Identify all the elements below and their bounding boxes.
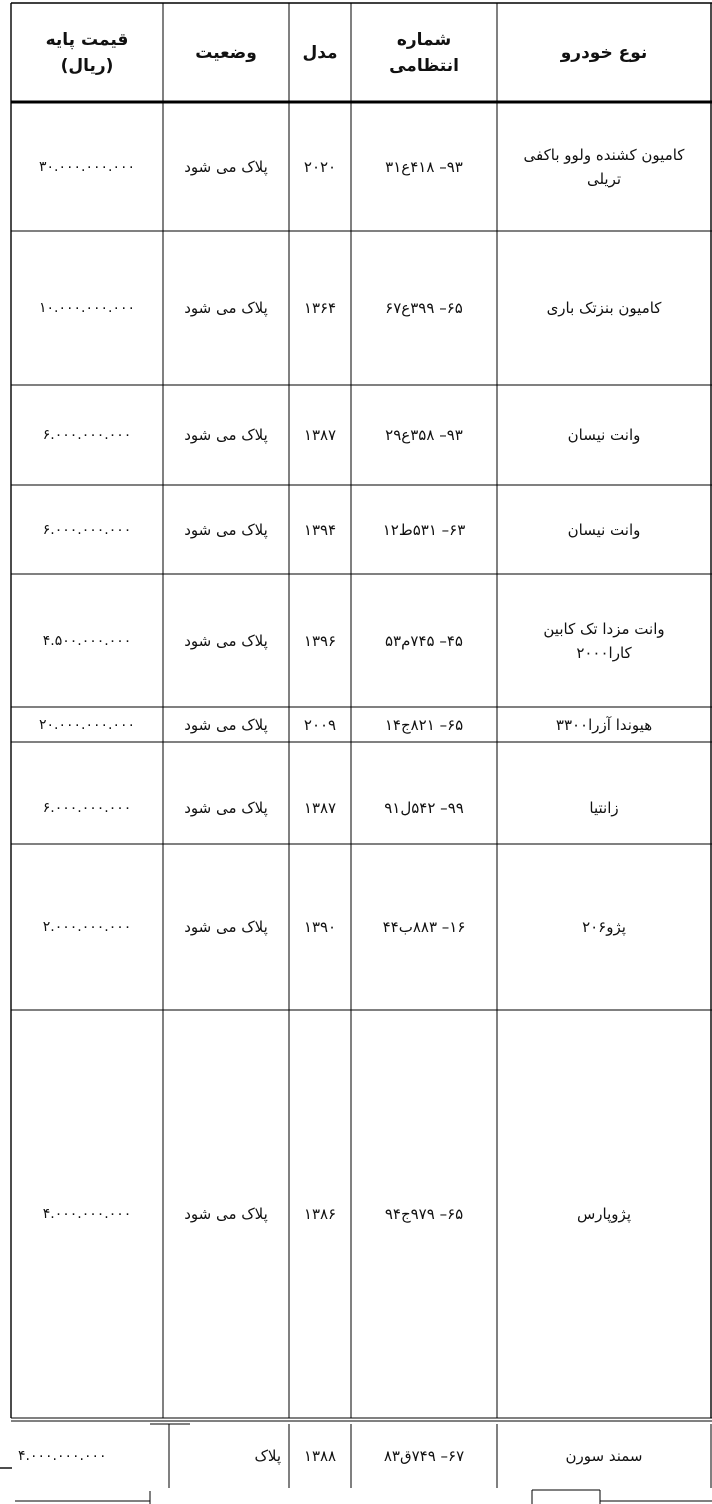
- row-4-model: ۱۳۹۴: [303, 520, 337, 539]
- row-8-vehicle: پژو۲۰۶: [582, 918, 626, 936]
- row-6-serial: ۶۵– ۸۲۱ج۱۴: [384, 715, 464, 734]
- row-3-serial: ۹۳– ۳۵۸ع۲۹: [385, 426, 463, 444]
- row-2-status: پلاک می شود: [184, 299, 268, 317]
- row-1-status: پلاک می شود: [184, 157, 268, 176]
- row-5-model: ۱۳۹۶: [303, 631, 337, 650]
- row-3-status: پلاک می شود: [184, 426, 268, 444]
- row-1-model: ۲۰۲۰: [303, 157, 337, 176]
- row-7-model: ۱۳۸۷: [303, 799, 337, 817]
- row-1-serial: ۹۳– ۴۱۸ع۳۱: [385, 157, 463, 176]
- row-9-model: ۱۳۸۶: [303, 1205, 337, 1223]
- row-2-vehicle: کامیون بنزتک باری: [546, 299, 662, 317]
- row-6-status: پلاک می شود: [184, 715, 268, 734]
- row-1-price: ۳۰.۰۰۰.۰۰۰.۰۰۰: [38, 158, 136, 175]
- row-10-model: ۱۳۸۸: [303, 1447, 337, 1465]
- row-5-status: پلاک می شود: [184, 631, 268, 650]
- row-8-price: ۲.۰۰۰.۰۰۰.۰۰۰: [42, 919, 132, 935]
- row-5-price: ۴.۵۰۰.۰۰۰.۰۰۰: [42, 632, 132, 649]
- header-serial: شماره انتظامی: [389, 29, 459, 76]
- row-10-serial: ۶۷– ۷۴۹ق۸۳: [383, 1447, 465, 1465]
- row-10-price: ۴.۰۰۰.۰۰۰.۰۰۰: [18, 1448, 107, 1464]
- row-9-status: پلاک می شود: [184, 1205, 268, 1223]
- row-3-model: ۱۳۸۷: [303, 426, 337, 444]
- row-6-vehicle: هیوندا آزرا۳۳۰۰: [555, 715, 653, 734]
- row-7-price: ۶.۰۰۰.۰۰۰.۰۰۰: [42, 800, 132, 816]
- row-2-serial: ۶۵– ۳۹۹ع۶۷: [385, 299, 463, 317]
- row-8-status: پلاک می شود: [184, 918, 268, 936]
- row-8-serial: ۱۶– ۸۸۳ب۴۴: [382, 918, 466, 936]
- row-2-price: ۱۰.۰۰۰.۰۰۰.۰۰۰: [38, 300, 136, 316]
- row-4-vehicle: وانت نیسان: [567, 520, 641, 539]
- header-price: قیمت پایه (ریال): [45, 29, 129, 76]
- row-7-serial: ۹۹– ۵۴۲ل۹۱: [384, 799, 464, 817]
- row-5-serial: ۴۵– ۷۴۵م۵۳: [385, 631, 463, 650]
- header-vehicle: نوع خودرو: [560, 42, 648, 63]
- row-4-price: ۶.۰۰۰.۰۰۰.۰۰۰: [42, 521, 132, 538]
- row-7-vehicle: زانتیا: [589, 799, 619, 817]
- row-4-status: پلاک می شود: [184, 520, 268, 539]
- row-3-vehicle: وانت نیسان: [567, 426, 641, 444]
- row-8-model: ۱۳۹۰: [303, 918, 337, 936]
- row-3-price: ۶.۰۰۰.۰۰۰.۰۰۰: [42, 427, 132, 443]
- row-10-status: پلاک: [254, 1447, 281, 1465]
- header-status: وضعیت: [195, 42, 257, 63]
- row-9-serial: ۶۵– ۹۷۹ج۹۴: [384, 1205, 464, 1223]
- row-10-vehicle: سمند سورن: [565, 1447, 643, 1465]
- row-6-price: ۲۰.۰۰۰.۰۰۰.۰۰۰: [38, 716, 136, 733]
- row-9-price: ۴.۰۰۰.۰۰۰.۰۰۰: [42, 1206, 132, 1222]
- row-9-vehicle: پژوپارس: [577, 1205, 631, 1223]
- row-5-vehicle: وانت مزدا تک کابین کارا۲۰۰۰: [543, 619, 665, 662]
- row-7-status: پلاک می شود: [184, 799, 268, 817]
- row-1-vehicle: کامیون کشنده ولوو باکفی تریلی: [523, 145, 685, 188]
- header-model: مدل: [302, 42, 338, 63]
- row-6-model: ۲۰۰۹: [303, 715, 337, 734]
- row-4-serial: ۶۳– ۵۳۱ط۱۲: [382, 520, 466, 539]
- row-2-model: ۱۳۶۴: [303, 299, 337, 317]
